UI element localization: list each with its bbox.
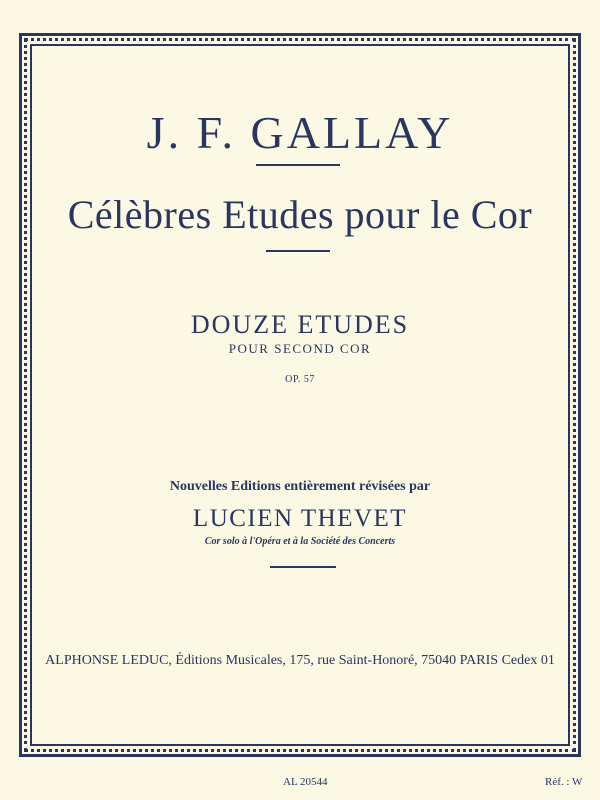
divider-rule: [266, 250, 330, 252]
publisher-line: ALPHONSE LEDUC, Éditions Musicales, 175, rue Saint-Honoré, 75040 PARIS Cedex 01: [45, 653, 555, 668]
reviser-name: LUCIEN THEVET: [192, 505, 408, 532]
opus-number: OP. 57: [285, 374, 315, 385]
instrument-line: POUR SECOND COR: [228, 341, 372, 356]
work-title: Célèbres Etudes pour le Cor: [67, 192, 533, 237]
catalog-code: AL 20544: [283, 776, 328, 788]
revision-line: Nouvelles Editions entièrement révisées par: [169, 479, 431, 494]
composer-name: J. F. GALLAY: [146, 107, 454, 158]
work-subtitle: DOUZE ETUDES: [190, 310, 410, 339]
divider-rule: [270, 566, 336, 568]
reviser-role: Cor solo à l'Opéra et à la Société des Concerts: [204, 536, 396, 547]
reference-code: Réf. : W: [545, 776, 583, 788]
divider-rule: [256, 164, 340, 166]
cover-page: [30, 44, 570, 746]
